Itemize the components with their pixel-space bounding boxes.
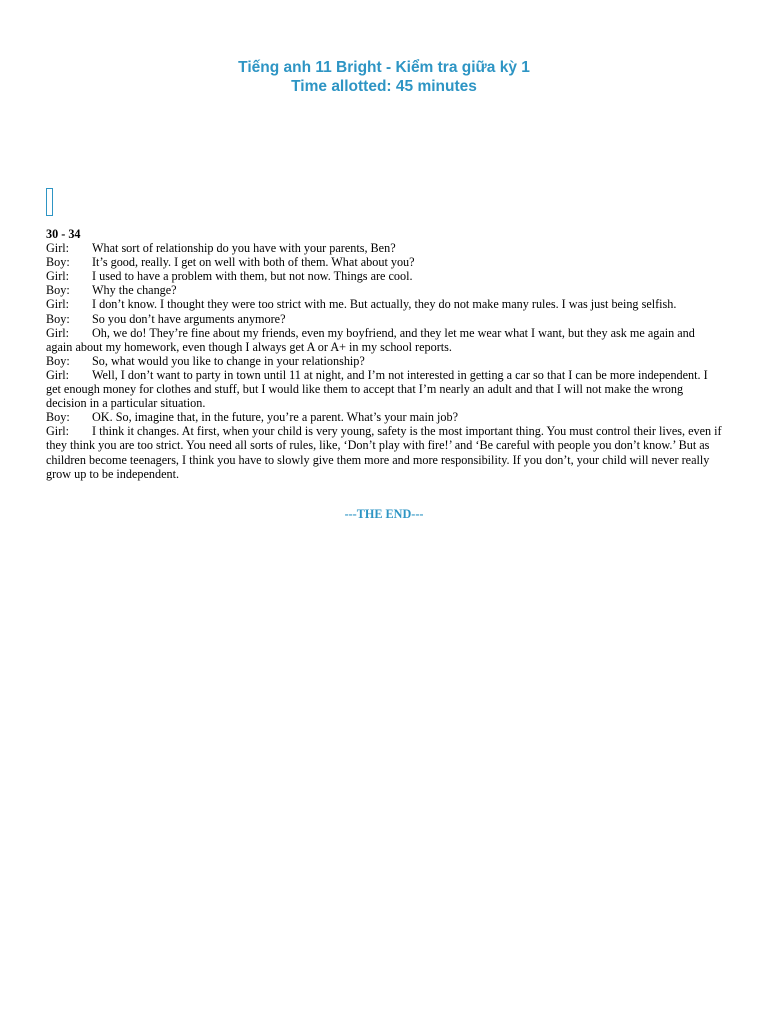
dialogue-line bbox=[46, 269, 722, 283]
dialogue-text: So, what would you like to change in your relationship? bbox=[92, 353, 365, 368]
dialogue-line bbox=[46, 368, 722, 410]
dialogue-text: Oh, we do! They’re fine about my friends, even my boyfriend, and they let me wear what I want, but they ask me again and again about my homework, even though I always get A or A+ in my school reports. bbox=[46, 325, 695, 354]
dialogue-text: It’s good, really. I get on well with both of them. What about you? bbox=[92, 255, 415, 270]
text-cursor-marker bbox=[46, 188, 53, 216]
speaker-label: Boy: bbox=[46, 283, 70, 298]
dialogue-text: What sort of relationship do you have with your parents, Ben? bbox=[92, 241, 396, 256]
dialogue-line bbox=[46, 283, 722, 297]
speaker-label: Girl: bbox=[46, 269, 70, 284]
dialogue-text: OK. So, imagine that, in the future, you’re a parent. What’s your main job? bbox=[92, 410, 458, 425]
speaker-label: Girl: bbox=[46, 367, 70, 382]
speaker-label: Boy: bbox=[46, 410, 70, 425]
dialogue-text: I think it changes. At first, when your child is very young, safety is the most important thing. You must control their lives, even if they think you are too strict. You need all sorts of rules, like, ‘Don’t play with fire!’ and ‘Be careful with people you don’t know.’ But as children become teenagers, I think you have to slowly give them more and more responsibility. If you don’t, your child will never really grow up to be independent. bbox=[46, 424, 722, 481]
transcript-lines bbox=[46, 241, 722, 481]
section-label: 30 - 34 bbox=[46, 227, 81, 241]
the-end-label: ---THE END--- bbox=[344, 507, 424, 521]
dialogue-line bbox=[46, 354, 722, 368]
speaker-label: Girl: bbox=[46, 297, 70, 312]
dialogue-text: Why the change? bbox=[92, 283, 177, 298]
dialogue-text: I don’t know. I thought they were too strict with me. But actually, they do not make many rules. I was just being selfish. bbox=[92, 297, 677, 312]
page-header bbox=[0, 58, 768, 96]
dialogue-line bbox=[46, 410, 722, 424]
dialogue-line bbox=[46, 326, 722, 354]
dialogue-line bbox=[46, 312, 722, 326]
transcript bbox=[46, 227, 722, 481]
speaker-label: Girl: bbox=[46, 424, 70, 439]
time-allotted: Time allotted: 45 minutes bbox=[291, 78, 477, 95]
dialogue-line bbox=[46, 297, 722, 311]
dialogue-line bbox=[46, 241, 722, 255]
dialogue-line bbox=[46, 255, 722, 269]
dialogue-text: Well, I don’t want to party in town until 11 at night, and I’m not interested in getting a car so that I can be more independent. I get enough money for clothes and stuff, but I would like them to accept that I’m nearly an adult and that I will not make the wrong decision in a particular situation. bbox=[46, 367, 708, 411]
speaker-label: Boy: bbox=[46, 311, 70, 326]
dialogue-text: So you don’t have arguments anymore? bbox=[92, 311, 286, 326]
speaker-label: Girl: bbox=[46, 325, 70, 340]
speaker-label: Boy: bbox=[46, 353, 70, 368]
speaker-label: Boy: bbox=[46, 255, 70, 270]
speaker-label: Girl: bbox=[46, 241, 70, 256]
page-title: Tiếng anh 11 Bright - Kiểm tra giữa kỳ 1 bbox=[238, 59, 530, 76]
dialogue-text: I used to have a problem with them, but not now. Things are cool. bbox=[92, 269, 413, 284]
dialogue-line bbox=[46, 424, 722, 480]
